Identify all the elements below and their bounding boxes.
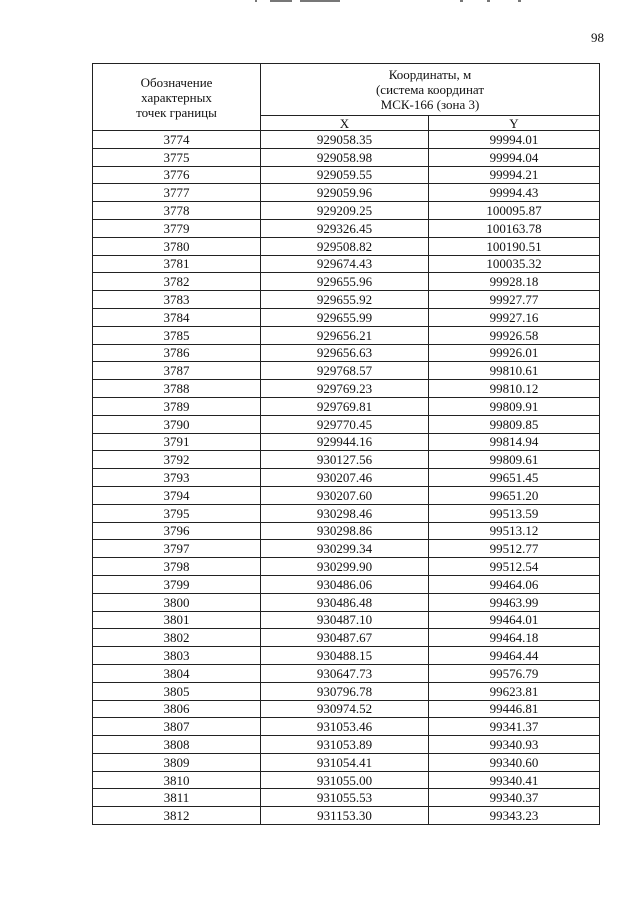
x-coordinate-cell: 931053.89	[261, 736, 429, 754]
table-row	[93, 237, 600, 255]
point-id-cell: 3797	[93, 540, 261, 558]
y-coordinate-cell: 100190.51	[429, 237, 600, 255]
x-coordinate-cell: 929655.99	[261, 308, 429, 326]
table-row	[93, 255, 600, 273]
point-header-line: точек границы	[136, 104, 217, 120]
x-coordinate-cell: 929655.96	[261, 273, 429, 291]
y-coordinate-cell: 99340.93	[429, 736, 600, 754]
table-row	[93, 682, 600, 700]
table-row	[93, 362, 600, 380]
y-coordinate-cell: 99926.01	[429, 344, 600, 362]
x-coordinate-cell: 930796.78	[261, 682, 429, 700]
y-coordinate-cell: 99513.59	[429, 504, 600, 522]
table-row	[93, 718, 600, 736]
table-row	[93, 397, 600, 415]
point-id-cell: 3778	[93, 202, 261, 220]
y-coordinate-cell: 99927.77	[429, 291, 600, 309]
table-row	[93, 807, 600, 825]
y-coordinate-cell: 99809.91	[429, 397, 600, 415]
x-coordinate-cell: 931055.53	[261, 789, 429, 807]
point-id-cell: 3775	[93, 148, 261, 166]
y-coordinate-cell: 99341.37	[429, 718, 600, 736]
y-coordinate-cell: 99810.12	[429, 380, 600, 398]
coordinates-group-header	[261, 64, 600, 116]
y-coordinate-cell: 99464.44	[429, 647, 600, 665]
x-coordinate-cell: 929674.43	[261, 255, 429, 273]
point-id-cell: 3790	[93, 415, 261, 433]
table-row	[93, 789, 600, 807]
x-coordinate-cell: 929944.16	[261, 433, 429, 451]
x-coordinate-cell: 929058.35	[261, 131, 429, 149]
coords-header-line: Координаты, м	[388, 67, 472, 82]
y-coordinate-cell: 99809.61	[429, 451, 600, 469]
point-id-cell: 3782	[93, 273, 261, 291]
x-coordinate-cell: 929059.55	[261, 166, 429, 184]
y-coordinate-cell: 99994.01	[429, 131, 600, 149]
table-row	[93, 575, 600, 593]
y-coordinate-cell: 99464.01	[429, 611, 600, 629]
y-coordinate-cell: 99809.85	[429, 415, 600, 433]
x-coordinate-cell: 931053.46	[261, 718, 429, 736]
table-row	[93, 308, 600, 326]
table-row	[93, 558, 600, 576]
point-id-cell: 3802	[93, 629, 261, 647]
point-id-cell: 3793	[93, 469, 261, 487]
x-coordinate-cell: 929209.25	[261, 202, 429, 220]
table-row	[93, 415, 600, 433]
point-id-cell: 3786	[93, 344, 261, 362]
point-id-cell: 3789	[93, 397, 261, 415]
point-id-cell: 3794	[93, 486, 261, 504]
x-column-header: X	[261, 116, 429, 131]
x-coordinate-cell: 929656.21	[261, 326, 429, 344]
table-row	[93, 522, 600, 540]
y-coordinate-cell: 99340.37	[429, 789, 600, 807]
x-coordinate-cell: 929770.45	[261, 415, 429, 433]
y-coordinate-cell: 99464.18	[429, 629, 600, 647]
y-coordinate-cell: 99994.21	[429, 166, 600, 184]
table-row	[93, 184, 600, 202]
table-row	[93, 291, 600, 309]
x-coordinate-cell: 929326.45	[261, 219, 429, 237]
point-id-cell: 3788	[93, 380, 261, 398]
table-row	[93, 469, 600, 487]
point-id-cell: 3811	[93, 789, 261, 807]
table-row	[93, 611, 600, 629]
y-coordinate-cell: 99340.41	[429, 771, 600, 789]
point-id-cell: 3804	[93, 664, 261, 682]
point-id-cell: 3787	[93, 362, 261, 380]
point-id-cell: 3783	[93, 291, 261, 309]
point-id-cell: 3796	[93, 522, 261, 540]
point-id-cell: 3805	[93, 682, 261, 700]
point-id-cell: 3792	[93, 451, 261, 469]
x-coordinate-cell: 930486.48	[261, 593, 429, 611]
x-coordinate-cell: 929769.81	[261, 397, 429, 415]
x-coordinate-cell: 929059.96	[261, 184, 429, 202]
y-coordinate-cell: 99512.54	[429, 558, 600, 576]
x-coordinate-cell: 929768.57	[261, 362, 429, 380]
table-row	[93, 504, 600, 522]
x-coordinate-cell: 930974.52	[261, 700, 429, 718]
y-coordinate-cell: 99513.12	[429, 522, 600, 540]
x-coordinate-cell: 930207.60	[261, 486, 429, 504]
x-coordinate-cell: 930486.06	[261, 575, 429, 593]
table-row	[93, 166, 600, 184]
y-coordinate-cell: 99343.23	[429, 807, 600, 825]
table-row	[93, 700, 600, 718]
table-body	[93, 131, 600, 825]
y-coordinate-cell: 99814.94	[429, 433, 600, 451]
point-id-cell: 3795	[93, 504, 261, 522]
x-coordinate-cell: 930488.15	[261, 647, 429, 665]
point-id-cell: 3777	[93, 184, 261, 202]
x-coordinate-cell: 930487.10	[261, 611, 429, 629]
table-row	[93, 202, 600, 220]
x-coordinate-cell: 930207.46	[261, 469, 429, 487]
table-row	[93, 753, 600, 771]
point-id-cell: 3776	[93, 166, 261, 184]
y-coordinate-cell: 99994.04	[429, 148, 600, 166]
table-row	[93, 433, 600, 451]
y-coordinate-cell: 99928.18	[429, 273, 600, 291]
point-designation-header	[93, 64, 261, 131]
table-row	[93, 629, 600, 647]
point-id-cell: 3779	[93, 219, 261, 237]
y-coordinate-cell: 99340.60	[429, 753, 600, 771]
point-id-cell: 3785	[93, 326, 261, 344]
x-coordinate-cell: 929058.98	[261, 148, 429, 166]
y-coordinate-cell: 100035.32	[429, 255, 600, 273]
x-coordinate-cell: 931153.30	[261, 807, 429, 825]
page-number: 98	[591, 30, 604, 45]
table-row	[93, 344, 600, 362]
y-coordinate-cell: 99926.58	[429, 326, 600, 344]
point-id-cell: 3800	[93, 593, 261, 611]
point-id-cell: 3791	[93, 433, 261, 451]
point-id-cell: 3784	[93, 308, 261, 326]
point-id-cell: 3809	[93, 753, 261, 771]
point-id-cell: 3799	[93, 575, 261, 593]
y-coordinate-cell: 99810.61	[429, 362, 600, 380]
y-column-header: Y	[429, 116, 600, 131]
table-row	[93, 540, 600, 558]
point-header-line: Обозначение	[140, 74, 213, 90]
table-row	[93, 451, 600, 469]
y-coordinate-cell: 99927.16	[429, 308, 600, 326]
table-row	[93, 593, 600, 611]
x-coordinate-cell: 930299.34	[261, 540, 429, 558]
point-id-cell: 3810	[93, 771, 261, 789]
point-header-line: характерных	[141, 89, 212, 105]
x-coordinate-cell: 929656.63	[261, 344, 429, 362]
scan-artifact-marks	[255, 0, 535, 4]
table-row	[93, 131, 600, 149]
x-coordinate-cell: 931054.41	[261, 753, 429, 771]
y-coordinate-cell: 99651.20	[429, 486, 600, 504]
x-coordinate-cell: 930298.86	[261, 522, 429, 540]
y-coordinate-cell: 100095.87	[429, 202, 600, 220]
y-coordinate-cell: 99623.81	[429, 682, 600, 700]
x-coordinate-cell: 929769.23	[261, 380, 429, 398]
x-coordinate-cell: 930487.67	[261, 629, 429, 647]
point-id-cell: 3774	[93, 131, 261, 149]
y-coordinate-cell: 99651.45	[429, 469, 600, 487]
point-id-cell: 3807	[93, 718, 261, 736]
point-id-cell: 3780	[93, 237, 261, 255]
table-row	[93, 219, 600, 237]
x-coordinate-cell: 930298.46	[261, 504, 429, 522]
y-coordinate-cell: 99464.06	[429, 575, 600, 593]
point-id-cell: 3801	[93, 611, 261, 629]
y-coordinate-cell: 100163.78	[429, 219, 600, 237]
point-id-cell: 3806	[93, 700, 261, 718]
coords-header-line: МСК-166 (зона 3)	[380, 97, 480, 112]
table-row	[93, 771, 600, 789]
point-id-cell: 3812	[93, 807, 261, 825]
y-coordinate-cell: 99463.99	[429, 593, 600, 611]
point-id-cell: 3798	[93, 558, 261, 576]
point-id-cell: 3781	[93, 255, 261, 273]
coords-header-line: (система координат	[375, 82, 485, 97]
x-coordinate-cell: 931055.00	[261, 771, 429, 789]
point-id-cell: 3808	[93, 736, 261, 754]
table-row	[93, 664, 600, 682]
y-coordinate-cell: 99446.81	[429, 700, 600, 718]
x-coordinate-cell: 929508.82	[261, 237, 429, 255]
table-row	[93, 380, 600, 398]
table-row	[93, 273, 600, 291]
table-row	[93, 736, 600, 754]
table-row	[93, 486, 600, 504]
y-coordinate-cell: 99994.43	[429, 184, 600, 202]
table-row	[93, 326, 600, 344]
y-coordinate-cell: 99576.79	[429, 664, 600, 682]
table-row	[93, 148, 600, 166]
x-coordinate-cell: 929655.92	[261, 291, 429, 309]
coordinates-table	[92, 63, 600, 825]
table-row	[93, 647, 600, 665]
x-coordinate-cell: 930647.73	[261, 664, 429, 682]
y-coordinate-cell: 99512.77	[429, 540, 600, 558]
x-coordinate-cell: 930299.90	[261, 558, 429, 576]
x-coordinate-cell: 930127.56	[261, 451, 429, 469]
point-id-cell: 3803	[93, 647, 261, 665]
